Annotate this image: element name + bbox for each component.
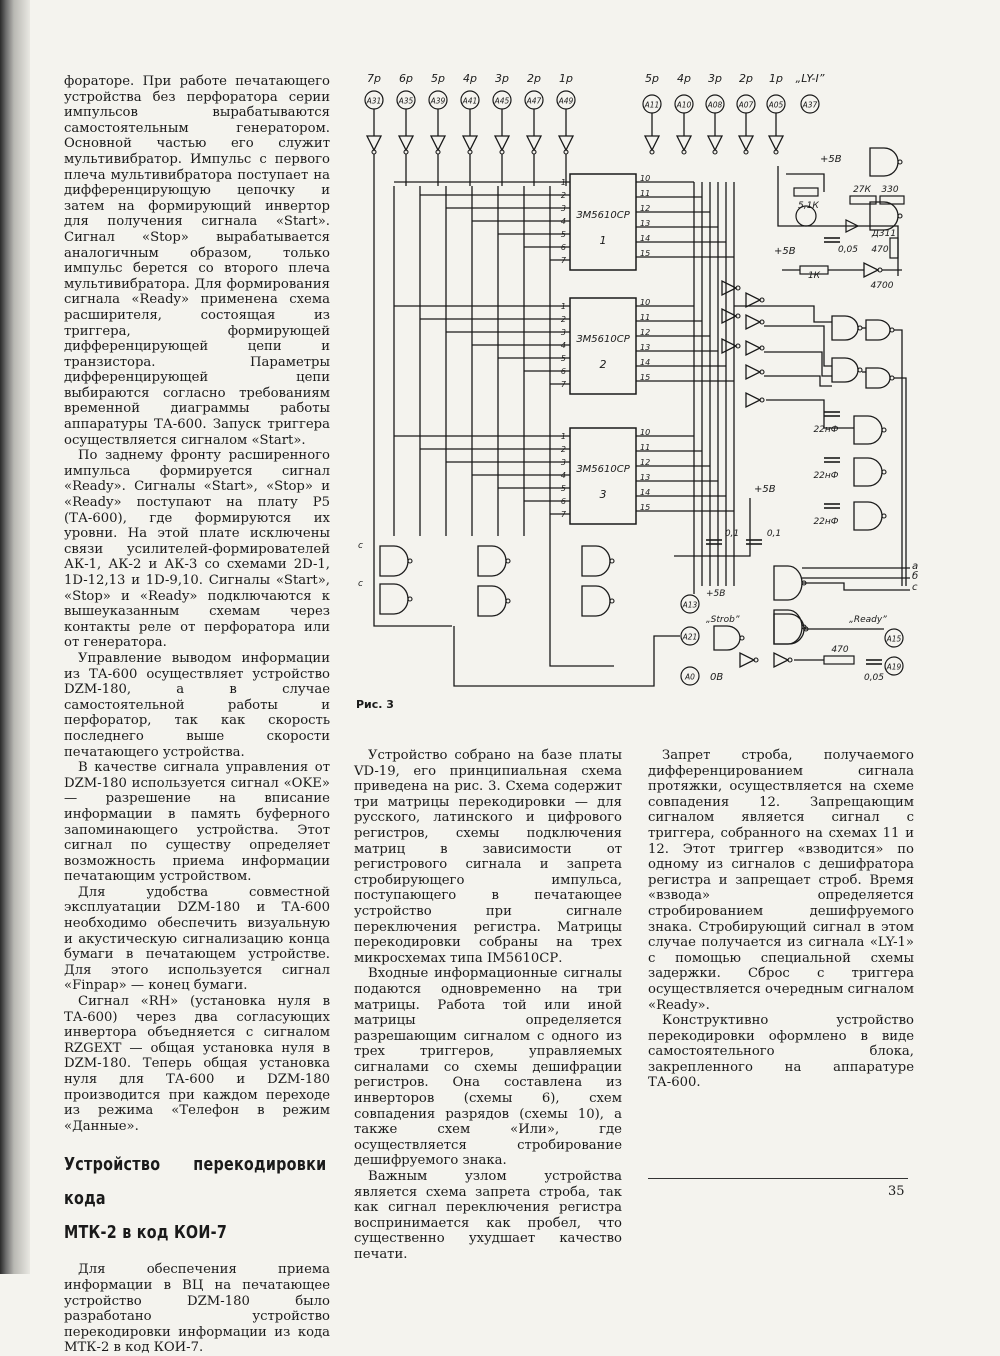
input-pin-label: А37 xyxy=(802,100,818,110)
input-bit-label: 5р xyxy=(431,72,445,85)
nand-gate-symbol xyxy=(854,502,882,530)
input-bit-label: 6р xyxy=(399,72,413,85)
middle-text-column xyxy=(354,748,622,1263)
nand-gate-symbol xyxy=(832,358,858,382)
chip-pin-label: 2 xyxy=(560,191,566,200)
chip-pin-label: 10 xyxy=(640,174,651,183)
component-label: 1К xyxy=(807,271,821,281)
chip-number-label: 2 xyxy=(599,358,607,371)
chip-pin-label: 6 xyxy=(560,367,566,376)
wire xyxy=(778,166,898,276)
logic-inverter xyxy=(746,315,760,329)
output-label: а xyxy=(912,561,919,572)
chip-pin-label: 14 xyxy=(640,358,651,367)
nand-gate-symbol xyxy=(870,148,898,176)
input-inverter xyxy=(367,136,381,150)
chip-pin-label: 10 xyxy=(640,428,651,437)
chip-pin-label: 1 xyxy=(560,178,566,187)
figure-caption: Рис. 3 xyxy=(356,698,394,711)
input-pin-label: А35 xyxy=(398,96,414,106)
input-bit-label: 2р xyxy=(739,72,753,85)
chip-pin-label: 1 xyxy=(560,302,566,311)
chip-pin-label: 13 xyxy=(640,343,651,352)
paragraph: Для удобства совместной эксплуатации DZM-180 и ТА-600 необходимо обеспечить визуальную и акустическую сигнализацию конца бумаги в печатающем устройстве. Для этого используется сигнал «Finpap» — конец бумаги. xyxy=(64,884,330,994)
supply-label: +5В xyxy=(774,246,796,257)
logic-inverter xyxy=(746,341,760,355)
chip-pin-label: 3 xyxy=(560,204,566,213)
paragraph: Важным узлом устройства является схема запрета строба, так как сигнал переключения регистра воспринимается как пробел, что существенно ухудшает качество печати. xyxy=(354,1169,622,1262)
input-inverter xyxy=(677,136,691,150)
component-label: 5,1К xyxy=(798,201,819,211)
chip-pin-label: 6 xyxy=(560,497,566,506)
section-heading-line: Устройство перекодировки кода xyxy=(64,1155,327,1210)
chip-pin-label: 7 xyxy=(560,256,566,265)
logic-inverter xyxy=(746,293,760,307)
chip-type-label: ЗМ5610СР xyxy=(576,210,630,221)
nand-gate-symbol xyxy=(380,546,408,576)
matrix-chip xyxy=(570,174,636,270)
ground-label: 0В xyxy=(710,672,724,683)
component-label: 0,1 xyxy=(724,529,740,539)
chip-pin-label: 14 xyxy=(640,488,651,497)
pin-label: А19 xyxy=(886,662,902,672)
component-label: 470 xyxy=(871,245,889,255)
component-label: 0,1 xyxy=(766,529,782,539)
wire xyxy=(734,306,832,322)
wire xyxy=(894,330,902,586)
input-bit-label: 3р xyxy=(708,72,722,85)
component-label: 0,05 xyxy=(863,673,885,683)
nand-gate-symbol xyxy=(478,586,506,616)
paragraph: Сигнал «RH» (установка нуля в ТА-600) через два согласующих инвертора объедняется с сигналом RZGEXT — общая установка нуля в DZM-180. Теперь общая установка нуля для ТА-600 и DZM-180 производится при каждом переходе из режима «Телефон в режим «Данные». xyxy=(64,994,330,1134)
paragraph: По заднему фронту расширенного импульса формируется сигнал «Ready». Сигналы «Start», «Stop» и «Ready» поступают на плату Р5 (ТА-600), где формируются их уровни. На этой плате исключены связи усилителей-формирователей АК-1, АК-2 и АК-3 со схемами 2D-1, 1D-12,13 и 1D-9,10. Сигналы «Start», «Stop» и «Ready» подключаются к вышеуказанным схемам через контакты реле от перфоратора или от генератора. xyxy=(64,448,330,651)
input-pin-label: А05 xyxy=(768,100,784,110)
wire xyxy=(374,538,452,626)
section-heading xyxy=(64,1148,326,1250)
component-label: 22нФ xyxy=(813,471,839,481)
input-inverter xyxy=(463,136,477,150)
input-bit-label: „LY-I” xyxy=(795,72,825,85)
input-pin-label: А11 xyxy=(644,100,660,110)
chip-pin-label: 3 xyxy=(560,328,566,337)
pin-label: А0 xyxy=(685,672,695,682)
signal-label: „Ready” xyxy=(849,615,887,625)
input-inverter xyxy=(645,136,659,150)
paragraph: Устройство собрано на базе платы VD-19, его принципиальная схема приведена на рис. 3. Схема содержит три матрицы перекодировки — для русского, латинского и цифрового регистров, схемы подключения матриц в зависимости от регистрового сигнала и запрета стробирующего импульса, поступающего в печатающее устройство при сигнале переключения регистра. Матрицы перекодировки собраны на трех микросхемах типа IM5610СР. xyxy=(354,748,622,966)
footer-rule xyxy=(648,1178,908,1179)
left-text-column xyxy=(64,74,330,1356)
input-pin-label: А45 xyxy=(494,96,510,106)
resistor-symbol xyxy=(850,196,876,204)
component-label: 22нФ xyxy=(813,517,839,527)
supply-label: +5В xyxy=(820,154,842,165)
paragraph: Запрет строба, получаемого дифференцированием сигнала протяжки, осуществляется на схеме совпадения 12. Запрещающим сигналом является сигнал с триггера, собранного на схемах 11 и 12. Этот триггер «взводится» по одному из сигналов с дешифратора регистра и запрещает строб. Время «взвода» определяется стробированием дешифруемого знака. Стробирующий сигнал в этом случае получается из сигнала «LY-1» с помощью специальной схемы задержки. Сброс с триггера осуществляется очередным сигналом «Ready». xyxy=(648,748,914,1013)
circuit-schematic xyxy=(354,66,919,716)
pin-label: А13 xyxy=(682,600,698,610)
input-bit-label: 7р xyxy=(367,72,381,85)
nand-gate-symbol xyxy=(380,584,408,614)
input-pin-label: А10 xyxy=(676,100,692,110)
chip-pin-label: 5 xyxy=(560,230,566,239)
component-label: 22нФ xyxy=(813,425,839,435)
page-number: 35 xyxy=(888,1184,905,1199)
component-label: Д311 xyxy=(871,229,897,239)
chip-pin-label: 4 xyxy=(560,217,566,226)
logic-inverter xyxy=(774,653,788,667)
logic-inverter xyxy=(864,263,878,277)
chip-pin-label: 1 xyxy=(560,432,566,441)
wire xyxy=(766,400,854,428)
chip-pin-label: 15 xyxy=(640,249,651,258)
paragraph: фораторе. При работе печатающего устройства без перфоратора серии импульсов вырабатываются самостоятельным генератором. Основной частью его служит мультивибратор. Импульс с первого плеча мультивибратора поступает на дифференцирующую цепочку и затем на формирующий инвертор для получения сигнала «Start». Сигнал «Stop» вырабатывается аналогичным образом, только импульс берется со второго плеча мультивибратора. Для формирования сигнала «Ready» применена схема расширителя, состоящая из триггера, формирующей дифференцирующей цепи и транзистора. Параметры дифференцирующей цепи выбираются согласно требованиям временной диаграммы работы аппаратуры ТА-600. Запуск триггера осуществляется сигналом «Start». xyxy=(64,74,330,448)
component-label: 0,05 xyxy=(837,245,859,255)
wire xyxy=(764,352,832,376)
signal-label: с xyxy=(358,579,363,589)
chip-pin-label: 12 xyxy=(640,458,651,467)
chip-pin-label: 13 xyxy=(640,473,651,482)
chip-pin-label: 2 xyxy=(560,445,566,454)
component-label: 330 xyxy=(881,185,899,195)
paragraph: Входные информационные сигналы подаются одновременно на три матрицы. Работа той или иной матрицы определяется разрешающим сигналом с одного из трех триггеров, управляемых сигналами со схемы дешифрации регистров. Она составлена из инверторов (схемы 6), схем совпадения разрядов (схемы 10), а также схем «Или», где осуществляется стробирование дешифруемого знака. xyxy=(354,966,622,1169)
input-inverter xyxy=(739,136,753,150)
chip-pin-label: 14 xyxy=(640,234,651,243)
chip-pin-label: 12 xyxy=(640,328,651,337)
chip-pin-label: 13 xyxy=(640,219,651,228)
input-inverter xyxy=(527,136,541,150)
signal-label: с xyxy=(358,541,363,551)
chip-pin-label: 5 xyxy=(560,354,566,363)
input-bit-label: 2р xyxy=(527,72,541,85)
nand-gate-symbol xyxy=(854,458,882,486)
right-text-column xyxy=(648,748,914,1091)
chip-pin-label: 6 xyxy=(560,243,566,252)
input-bit-label: 3р xyxy=(495,72,509,85)
input-pin-label: А41 xyxy=(462,96,478,106)
chip-pin-label: 15 xyxy=(640,373,651,382)
wire xyxy=(802,583,910,590)
section-heading-line: МТК-2 в код КОИ-7 xyxy=(64,1223,228,1244)
input-pin-label: А08 xyxy=(707,100,723,110)
logic-inverter xyxy=(746,365,760,379)
supply-label: +5В xyxy=(754,484,776,495)
input-inverter xyxy=(431,136,445,150)
nand-gate-symbol xyxy=(774,614,804,644)
chip-pin-label: 3 xyxy=(560,458,566,467)
input-bit-label: 1р xyxy=(769,72,783,85)
supply-label: +5В xyxy=(706,589,726,599)
output-label: б xyxy=(912,571,919,582)
chip-pin-label: 4 xyxy=(560,341,566,350)
input-pin-label: А49 xyxy=(558,96,574,106)
chip-number-label: 1 xyxy=(599,234,607,247)
paragraph: Конструктивно устройство перекодировки оформлено в виде самостоятельного блока, закрепленного на аппаратуре ТА-600. xyxy=(648,1013,914,1091)
component-label: 27К xyxy=(853,185,871,195)
nand-gate-symbol xyxy=(582,546,610,576)
chip-type-label: ЗМ5610СР xyxy=(576,464,630,475)
chip-pin-label: 11 xyxy=(640,443,651,452)
resistor-symbol xyxy=(794,188,818,196)
chip-pin-label: 11 xyxy=(640,189,651,198)
wire xyxy=(454,626,680,686)
nand-gate-symbol xyxy=(774,610,802,644)
page-binding-shadow xyxy=(0,0,30,1274)
logic-inverter xyxy=(746,393,760,407)
chip-number-label: 3 xyxy=(599,488,607,501)
input-bit-label: 4р xyxy=(463,72,477,85)
input-inverter xyxy=(769,136,783,150)
input-inverter xyxy=(559,136,573,150)
nand-gate-symbol xyxy=(582,586,610,616)
chip-type-label: ЗМ5610СР xyxy=(576,334,630,345)
input-inverter xyxy=(495,136,509,150)
input-pin-label: А39 xyxy=(430,96,446,106)
chip-pin-label: 15 xyxy=(640,503,651,512)
pin-label: А15 xyxy=(886,634,902,644)
nand-gate-symbol xyxy=(832,316,858,340)
chip-pin-label: 7 xyxy=(560,510,566,519)
pin-label: А21 xyxy=(682,632,698,642)
input-bit-label: 4р xyxy=(677,72,691,85)
paragraph: Для обеспечения приема информации в ВЦ на печатающее устройство DZM-180 было разработано устройство перекодировки информации из кода МТК-2 в код КОИ-7. xyxy=(64,1262,330,1356)
wire xyxy=(894,378,906,586)
input-pin-label: А07 xyxy=(738,100,754,110)
chip-pin-label: 10 xyxy=(640,298,651,307)
chip-pin-label: 5 xyxy=(560,484,566,493)
nand-gate-symbol xyxy=(866,320,890,340)
paragraph: Управление выводом информации из ТА-600 осуществляет устройство DZM-180, а в случае самостоятельной работы и перфоратор, так как скорость последнего выше скорости печатающего устройства. xyxy=(64,650,330,760)
chip-pin-label: 11 xyxy=(640,313,651,322)
wire xyxy=(764,376,832,386)
output-label: с xyxy=(912,582,918,593)
resistor-symbol xyxy=(880,196,904,204)
nand-gate-symbol xyxy=(714,626,740,650)
input-bit-label: 1р xyxy=(559,72,573,85)
resistor-symbol xyxy=(890,238,898,258)
nand-gate-symbol xyxy=(478,546,506,576)
paragraph: В качестве сигнала управления от DZM-180 используется сигнал «OKE» — разрешение на вписание информации в память буферного запоминающего устройства. Этот сигнал по существу определяет возможность приема информации печатающим устройством. xyxy=(64,760,330,885)
component-label: 4700 xyxy=(870,281,894,291)
nand-gate-symbol xyxy=(854,416,882,444)
chip-pin-label: 4 xyxy=(560,471,566,480)
nand-gate-symbol xyxy=(866,368,890,388)
input-pin-label: А31 xyxy=(366,96,382,106)
nand-gate-symbol xyxy=(774,566,802,600)
chip-pin-label: 7 xyxy=(560,380,566,389)
matrix-chip xyxy=(570,428,636,524)
resistor-symbol xyxy=(824,656,854,664)
input-inverter xyxy=(399,136,413,150)
component-label: 470 xyxy=(831,645,849,655)
matrix-chip xyxy=(570,298,636,394)
signal-label: „Strob” xyxy=(706,615,740,625)
input-pin-label: А47 xyxy=(526,96,542,106)
wire xyxy=(674,498,750,556)
chip-pin-label: 12 xyxy=(640,204,651,213)
chip-pin-label: 2 xyxy=(560,315,566,324)
input-bit-label: 5р xyxy=(645,72,659,85)
input-inverter xyxy=(708,136,722,150)
logic-inverter xyxy=(740,653,754,667)
